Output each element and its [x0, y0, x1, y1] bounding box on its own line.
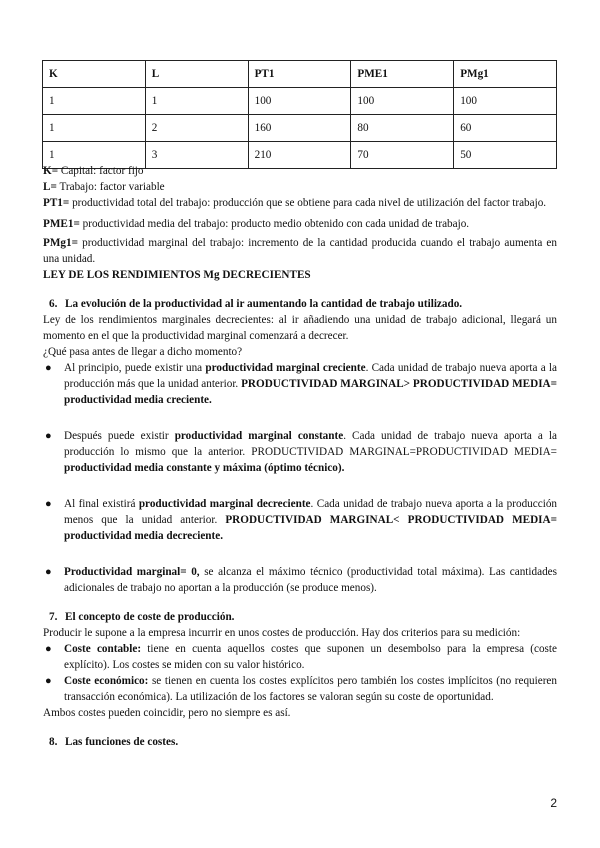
definition-pt1	[43, 195, 557, 211]
table-header-row	[43, 61, 557, 88]
list-text: se tienen en cuenta los costes explícitos pero también los costes implícitos (no requieren transacción económica). La utilización de los factores se valoran según su coste de oportunidad.	[64, 675, 557, 703]
bullet-icon: ●	[45, 430, 52, 442]
list-text-bold: Coste contable:	[64, 643, 142, 655]
list-item	[43, 360, 557, 408]
section-title: El concepto de coste de producción.	[65, 611, 235, 623]
list-text-bold: productividad marginal constante	[174, 430, 344, 442]
table-cell: 100	[248, 88, 351, 115]
table-cell: 100	[351, 88, 454, 115]
list-item	[43, 673, 557, 705]
list-item	[43, 428, 557, 476]
table-header-cell: PMg1	[454, 61, 557, 88]
table-cell: 1	[43, 115, 146, 142]
definition-term: PT1=	[43, 197, 70, 209]
bullet-icon: ●	[45, 498, 52, 510]
definition-text: Capital: factor fijo	[58, 165, 144, 177]
table-row	[43, 88, 557, 115]
table-cell: 60	[454, 115, 557, 142]
section-number: 8.	[49, 736, 58, 748]
table-cell: 2	[145, 115, 248, 142]
table-cell: 160	[248, 115, 351, 142]
list-text-bold: PRODUCTIVIDAD MARGINAL> PRODUCTIVIDAD MEDIA= productividad media creciente.	[64, 378, 557, 406]
bullet-icon: ●	[45, 362, 52, 374]
table-cell: 210	[248, 142, 351, 169]
document-body	[43, 163, 557, 750]
list-item	[43, 496, 557, 544]
table-cell: 1	[145, 88, 248, 115]
list-text: se alcanza el máximo técnico (productividad total máxima). Las cantidades adicionales de trabajo no aportan a la producción (se produce menos).	[64, 566, 557, 594]
definition-term: K=	[43, 165, 59, 177]
list-text-bold: Productividad marginal= 0,	[64, 566, 200, 578]
productivity-table	[42, 60, 557, 169]
table-cell: 3	[145, 142, 248, 169]
bullet-icon: ●	[45, 566, 52, 578]
definition-k	[43, 163, 557, 179]
definition-l	[43, 179, 557, 195]
productivity-phases-list	[43, 360, 557, 596]
table-cell: 1	[43, 142, 146, 169]
list-text: tiene en cuenta aquellos costes que suponen un desembolso para la empresa (coste explícito). Los costes se miden con su valor histórico.	[64, 643, 557, 671]
bullet-icon: ●	[45, 643, 52, 655]
list-text: Al principio, puede existir una	[64, 362, 206, 374]
list-text: . Cada unidad de trabajo nueva aporta a la producción más que la unidad anterior.	[64, 362, 557, 390]
list-text-bold: Coste económico:	[64, 675, 149, 687]
table-header-cell: PME1	[351, 61, 454, 88]
list-text: Después puede existir	[64, 430, 175, 442]
table-cell: 100	[454, 88, 557, 115]
section-8-heading	[43, 734, 557, 750]
table-header-cell: L	[145, 61, 248, 88]
list-text-bold: productividad marginal decreciente	[138, 498, 311, 510]
definition-pme1	[43, 216, 557, 232]
section-title: La evolución de la productividad al ir aumentando la cantidad de trabajo utilizado.	[65, 298, 463, 310]
section-6-heading	[43, 296, 557, 312]
definition-text: productividad marginal del trabajo: incremento de la cantidad producida cuando el trabajo aumenta en una unidad.	[43, 237, 557, 265]
law-heading: LEY DE LOS RENDIMIENTOS Mg DECRECIENTES	[43, 269, 311, 281]
section-6-intro: Ley de los rendimientos marginales decrecientes: al ir añadiendo una unidad de trabajo adicional, llegará un momento en el que la productividad marginal comenzará a decrecer.	[43, 314, 557, 342]
section-number: 6.	[49, 298, 58, 310]
section-7-closing: Ambos costes pueden coincidir, pero no siempre es así.	[43, 707, 291, 719]
table-cell: 70	[351, 142, 454, 169]
definition-term: L=	[43, 181, 57, 193]
definition-term: PME1=	[43, 218, 80, 230]
list-text: . Cada unidad de trabajo nueva aporta a la producción lo mismo que la anterior. PRODUCTIVIDAD MARGINAL=PRODUCTIVIDAD MEDIA=	[64, 430, 557, 458]
list-text-bold: PRODUCTIVIDAD MARGINAL< PRODUCTIVIDAD MEDIA= productividad media decreciente.	[64, 514, 557, 542]
table-header-cell: PT1	[248, 61, 351, 88]
cost-criteria-list	[43, 641, 557, 705]
list-item	[43, 564, 557, 596]
definition-term: PMg1=	[43, 237, 78, 249]
list-item	[43, 641, 557, 673]
table-cell: 80	[351, 115, 454, 142]
list-text: Al final existirá	[64, 498, 139, 510]
table-cell: 1	[43, 88, 146, 115]
list-text: . Cada unidad de trabajo nueva aporta a la producción menos que la unidad anterior.	[64, 498, 558, 526]
definition-pmg1	[43, 235, 557, 267]
section-title: Las funciones de costes.	[65, 736, 179, 748]
definition-text: productividad total del trabajo: producción que se obtiene para cada nivel de utilización del factor trabajo.	[69, 197, 547, 209]
list-text-bold: productividad media constante y máxima (óptimo técnico).	[64, 462, 345, 474]
section-number: 7.	[49, 611, 58, 623]
list-text-bold: productividad marginal creciente	[205, 362, 366, 374]
section-6-question: ¿Qué pasa antes de llegar a dicho momento?	[43, 346, 243, 358]
page-number: 2	[550, 796, 557, 810]
table-row	[43, 115, 557, 142]
table-header-cell: K	[43, 61, 146, 88]
bullet-icon: ●	[45, 675, 52, 687]
definition-text: productividad media del trabajo: producto medio obtenido con cada unidad de trabajo.	[79, 218, 470, 230]
definition-text: Trabajo: factor variable	[56, 181, 165, 193]
table-cell: 50	[454, 142, 557, 169]
section-7-intro: Producir le supone a la empresa incurrir en unos costes de producción. Hay dos criterios para su medición:	[43, 627, 521, 639]
section-7-heading	[43, 609, 557, 625]
